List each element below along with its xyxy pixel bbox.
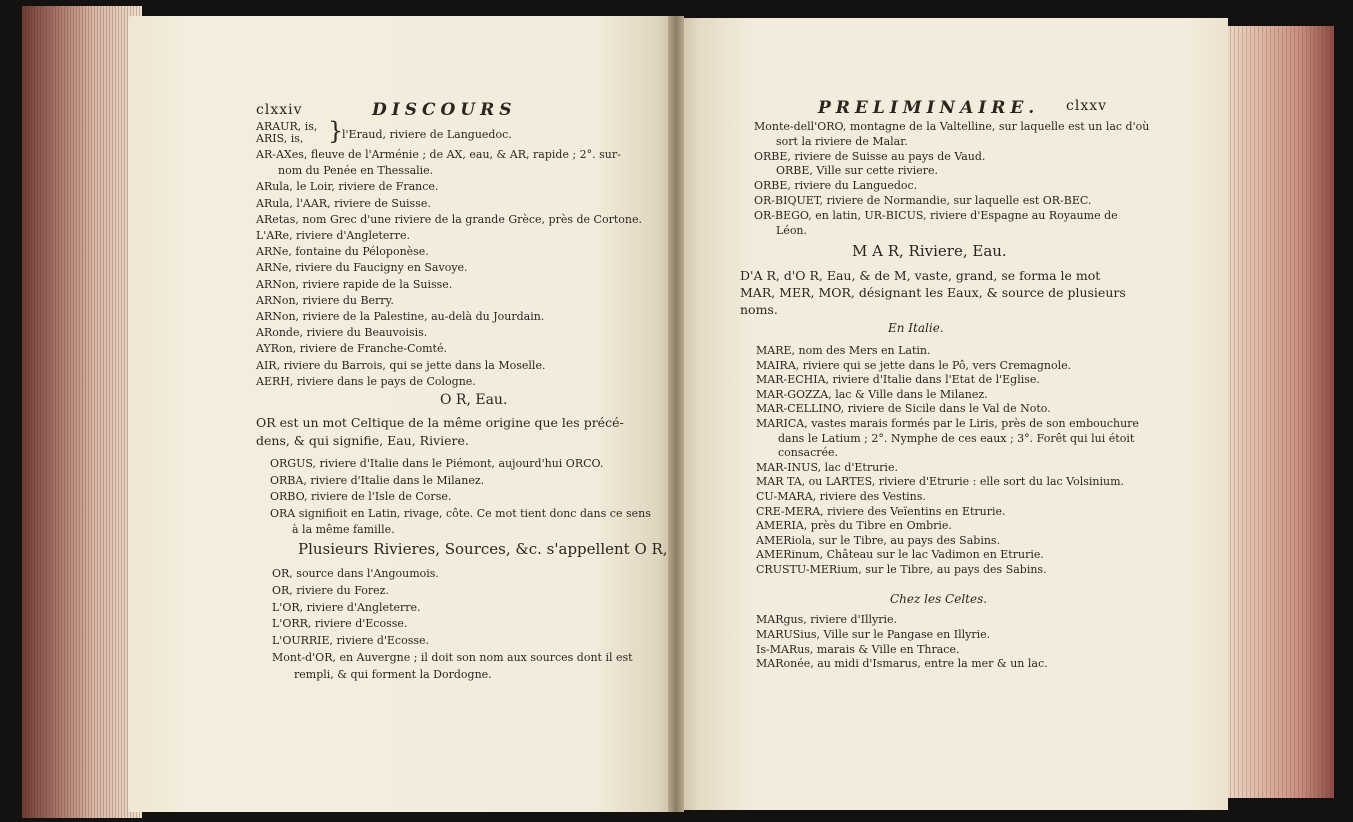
dictionary-entry: MARonée, au midi d'Ismarus, entre la mer & un lac. — [756, 657, 1048, 671]
right-running-title: PRELIMINAIRE. — [818, 98, 1040, 118]
right-entries-a — [754, 120, 1149, 238]
dictionary-entry: consacrée. — [778, 446, 839, 460]
book-gutter — [668, 16, 684, 812]
dictionary-entry: Is-MARus, marais & Ville en Thrace. — [756, 642, 960, 656]
dictionary-entry: CRE-MERA, riviere des Veïentins en Etrurie. — [756, 504, 1006, 518]
dictionary-entry: ORA signifioit en Latin, rivage, côte. Ce mot tient donc dans ce sens — [270, 506, 651, 520]
dictionary-entry: OR, source dans l'Angoumois. — [272, 567, 439, 580]
dictionary-entry: ORBE, riviere de Suisse au pays de Vaud. — [754, 149, 986, 163]
dictionary-entry: AR-AXes, fleuve de l'Arménie ; de AX, eau, & AR, rapide ; 2°. sur- — [256, 148, 621, 161]
right-page-edges — [1226, 26, 1334, 798]
dictionary-entry: MARgus, riviere d'Illyrie. — [756, 613, 897, 626]
dictionary-entry: CU-MARA, riviere des Vestins. — [756, 489, 926, 503]
dictionary-entry: MARUSius, Ville sur le Pangase en Illyrie. — [756, 627, 991, 641]
left-page-edges — [22, 6, 142, 818]
paragraph-line: OR est un mot Celtique de la même origine que les précé- — [256, 415, 624, 430]
left-section-head-or: O R, Eau. — [440, 392, 508, 408]
dictionary-entry: AIR, riviere du Barrois, qui se jette dans la Moselle. — [256, 358, 546, 372]
dictionary-entry: ARetas, nom Grec d'une riviere de la grande Grèce, près de Cortone. — [256, 212, 642, 226]
dictionary-entry: MARICA, vastes marais formés par le Liris, près de son embouchure — [756, 416, 1139, 430]
dictionary-entry: Léon. — [776, 223, 808, 237]
left-running-title: DISCOURS — [372, 100, 517, 120]
dictionary-entry: nom du Penée en Thessalie. — [278, 164, 434, 178]
dictionary-entry: Monte-dell'ORO, montagne de la Valtelline, sur laquelle est un lac d'où — [754, 120, 1150, 133]
dictionary-entry: MAR-ECHIA, riviere d'Italie dans l'Etat de l'Eglise. — [756, 373, 1040, 387]
paragraph-line: D'A R, d'O R, Eau, & de M, vaste, grand, se forma le mot — [740, 268, 1101, 283]
dictionary-entry: ARNon, riviere rapide de la Suisse. — [256, 277, 453, 291]
dictionary-entry: L'OURRIE, riviere d'Ecosse. — [272, 634, 430, 648]
subhead-en-italie: En Italie. — [888, 321, 944, 335]
brace-entries — [256, 121, 317, 145]
left-entries-a — [256, 147, 642, 390]
dictionary-entry: CRUSTU-MERium, sur le Tibre, au pays des Sabins. — [756, 562, 1047, 576]
dictionary-entry: Mont-d'OR, en Auvergne ; il doit son nom aux sources dont il est — [272, 650, 633, 664]
left-page-number: clxxiv — [256, 102, 303, 118]
dictionary-entry: ORBE, riviere du Languedoc. — [754, 179, 918, 193]
dictionary-entry: AMERinum, Château sur le lac Vadimon en Etrurie. — [756, 548, 1044, 562]
dictionary-entry: OR, riviere du Forez. — [272, 583, 389, 597]
dictionary-entry: ARula, l'AAR, riviere de Suisse. — [256, 196, 431, 210]
dictionary-entry: sort la riviere de Malar. — [776, 134, 908, 148]
dictionary-entry: ORBE, Ville sur cette riviere. — [776, 164, 939, 178]
dictionary-entry: ARNe, fontaine du Péloponèse. — [256, 245, 429, 259]
brace-gloss: l'Eraud, riviere de Languedoc. — [342, 128, 512, 141]
dictionary-entry: ARNon, riviere du Berry. — [256, 293, 394, 307]
dictionary-entry: OR-BEGO, en latin, UR-BICUS, riviere d'Espagne au Royaume de — [754, 208, 1118, 222]
dictionary-entry: rempli, & qui forment la Dordogne. — [294, 667, 492, 681]
dictionary-entry: ORBO, riviere de l'Isle de Corse. — [270, 490, 452, 503]
dictionary-entry: ARula, le Loir, riviere de France. — [256, 180, 439, 194]
right-entries-b — [756, 344, 1139, 578]
right-entries-c — [756, 613, 1048, 672]
dictionary-entry: dans le Latium ; 2°. Nymphe de ces eaux ; 3°. Forêt qui lui étoit — [778, 431, 1135, 445]
dictionary-entry: ARonde, riviere du Beauvoisis. — [256, 326, 428, 340]
right-paragraph-mar — [740, 267, 1126, 318]
brace-entry: ARIS, is, — [256, 132, 304, 145]
dictionary-entry: OR-BIQUET, riviere de Normandie, sur laquelle est OR-BEC. — [754, 193, 1092, 207]
dictionary-entry: ORGUS, riviere d'Italie dans le Piémont, aujourd'hui ORCO. — [270, 457, 604, 470]
dictionary-entry: AMERIA, près du Tibre en Ombrie. — [756, 519, 952, 533]
dictionary-entry: MAR-CELLINO, riviere de Sicile dans le Val de Noto. — [756, 402, 1051, 416]
left-section-head-plusieurs: Plusieurs Rivieres, Sources, &c. s'appellent O R, — [298, 540, 668, 558]
dictionary-entry: ARNon, riviere de la Palestine, au-delà du Jourdain. — [256, 310, 545, 324]
dictionary-entry: L'OR, riviere d'Angleterre. — [272, 600, 421, 614]
paragraph-line: dens, & qui signifie, Eau, Riviere. — [256, 433, 469, 448]
dictionary-entry: L'ARe, riviere d'Angleterre. — [256, 229, 410, 243]
dictionary-entry: à la même famille. — [292, 523, 395, 536]
left-entries-c — [272, 566, 633, 684]
paragraph-line: MAR, MER, MOR, désignant les Eaux, & source de plusieurs — [740, 285, 1126, 300]
dictionary-entry: AMERiola, sur le Tibre, au pays des Sabins. — [756, 533, 1001, 547]
dictionary-entry: ARNe, riviere du Faucigny en Savoye. — [256, 261, 468, 275]
dictionary-entry: L'ORR, riviere d'Ecosse. — [272, 617, 408, 631]
paragraph-line: noms. — [740, 302, 778, 317]
dictionary-entry: AERH, riviere dans le pays de Cologne. — [256, 374, 476, 388]
brace-glyph: } — [328, 117, 344, 145]
dictionary-entry: ORBA, riviere d'Italie dans le Milanez. — [270, 473, 485, 487]
dictionary-entry: AYRon, riviere de Franche-Comté. — [256, 342, 447, 356]
left-paragraph-or — [256, 414, 624, 450]
dictionary-entry: MAR-INUS, lac d'Etrurie. — [756, 460, 898, 474]
dictionary-entry: MARE, nom des Mers en Latin. — [756, 344, 931, 357]
brace-entry: ARAUR, is, — [256, 120, 318, 133]
dictionary-entry: MAIRA, riviere qui se jette dans le Pô, vers Cremagnole. — [756, 358, 1072, 372]
right-section-head-mar: M A R, Riviere, Eau. — [852, 242, 1007, 260]
right-page-number: clxxv — [1066, 98, 1108, 114]
left-entries-b — [270, 456, 651, 539]
dictionary-entry: MAR TA, ou LARTES, riviere d'Etrurie : elle sort du lac Volsinium. — [756, 475, 1125, 489]
subhead-chez-les-celtes: Chez les Celtes. — [890, 592, 988, 606]
dictionary-entry: MAR-GOZZA, lac & Ville dans le Milanez. — [756, 387, 988, 401]
